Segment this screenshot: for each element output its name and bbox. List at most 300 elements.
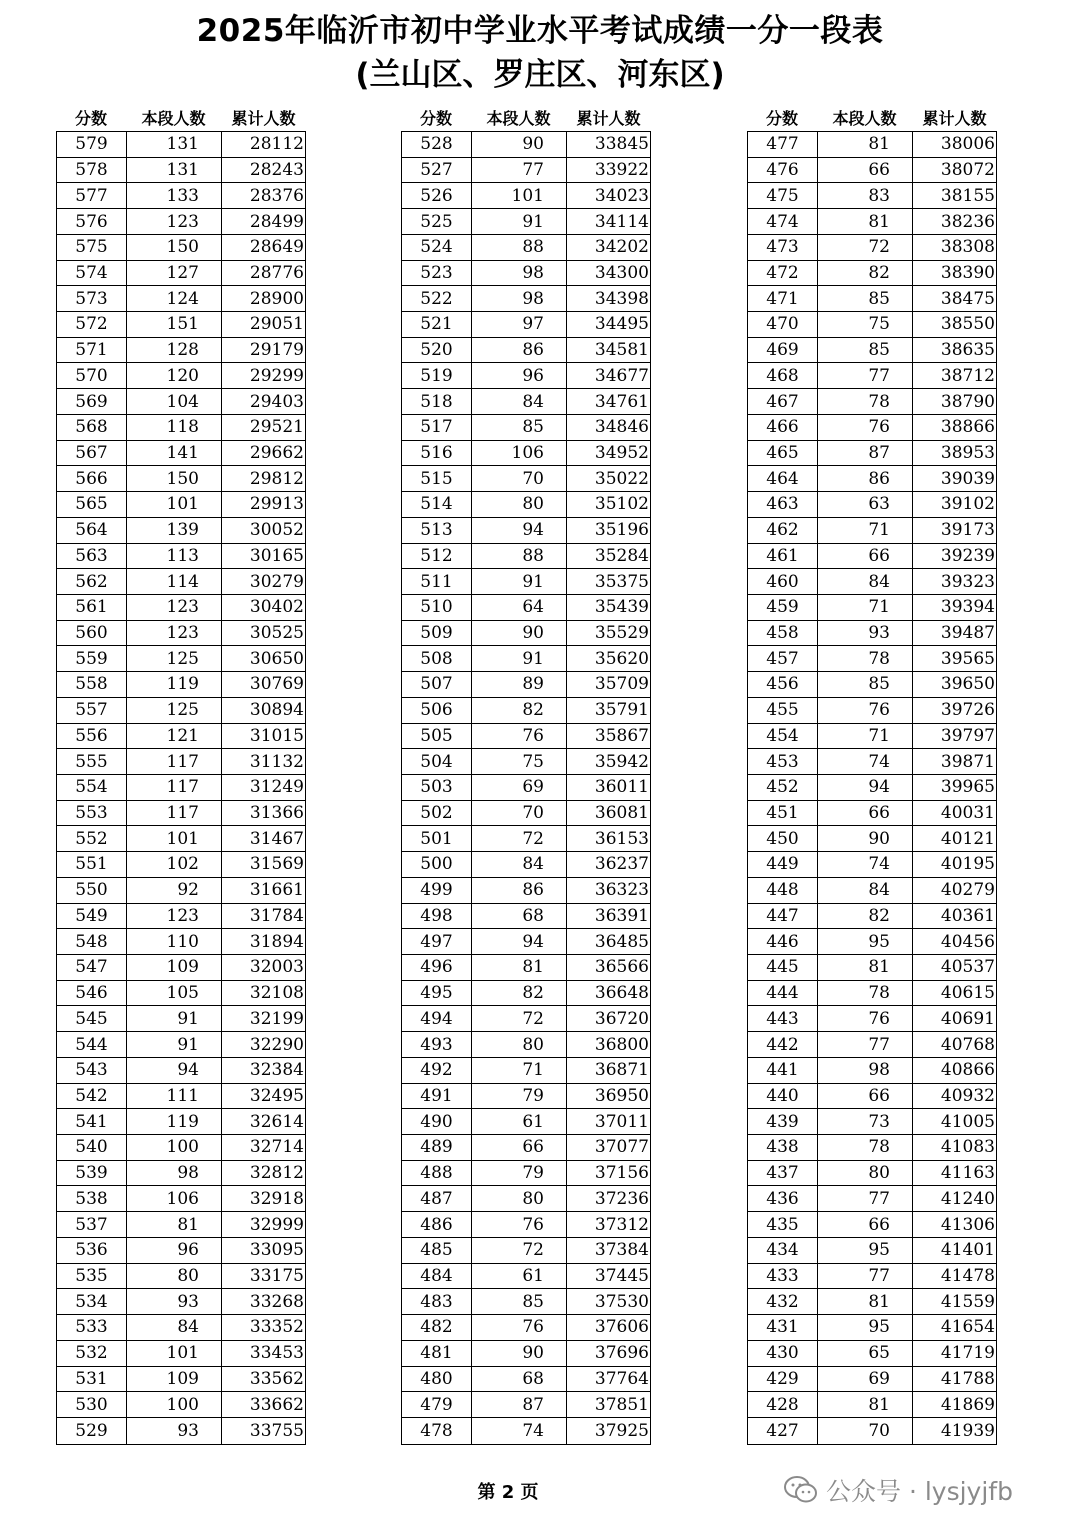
table-row <box>747 1392 997 1418</box>
score-cell: 463 <box>747 492 817 517</box>
score-cell: 477 <box>747 132 817 157</box>
table-row <box>747 646 997 672</box>
table-row <box>56 646 306 672</box>
score-cell: 529 <box>56 1418 126 1444</box>
cumulative-cell: 34023 <box>566 183 651 208</box>
table-row <box>747 904 997 930</box>
cumulative-cell: 35709 <box>566 672 651 697</box>
cumulative-cell: 32108 <box>221 981 306 1006</box>
score-cell: 525 <box>401 209 471 234</box>
count-cell: 78 <box>817 1135 912 1160</box>
count-cell: 81 <box>817 132 912 157</box>
score-cell: 540 <box>56 1135 126 1160</box>
count-cell: 88 <box>471 235 566 260</box>
cumulative-cell: 38072 <box>912 158 997 183</box>
table-row <box>401 724 651 750</box>
count-cell: 77 <box>817 363 912 388</box>
score-cell: 492 <box>401 1058 471 1083</box>
score-cell: 501 <box>401 826 471 851</box>
score-cell: 491 <box>401 1084 471 1109</box>
score-cell: 484 <box>401 1264 471 1289</box>
cumulative-cell: 40361 <box>912 904 997 929</box>
score-cell: 437 <box>747 1161 817 1186</box>
table-row <box>747 1367 997 1393</box>
score-cell: 444 <box>747 981 817 1006</box>
count-cell: 96 <box>471 363 566 388</box>
cumulative-cell: 35375 <box>566 569 651 594</box>
score-cell: 467 <box>747 389 817 414</box>
cumulative-cell: 39565 <box>912 646 997 671</box>
score-cell: 556 <box>56 724 126 749</box>
count-cell: 70 <box>817 1418 912 1444</box>
cumulative-cell: 36391 <box>566 904 651 929</box>
table-row <box>401 518 651 544</box>
cumulative-cell: 41478 <box>912 1264 997 1289</box>
count-cell: 113 <box>126 544 221 569</box>
table-header <box>56 104 306 131</box>
table-row <box>747 183 997 209</box>
count-cell: 66 <box>817 1084 912 1109</box>
cumulative-cell: 37764 <box>566 1367 651 1392</box>
table-row <box>401 698 651 724</box>
count-cell: 82 <box>471 981 566 1006</box>
cumulative-cell: 36950 <box>566 1084 651 1109</box>
header-cumulative: 累计人数 <box>922 109 987 128</box>
table-row <box>401 158 651 184</box>
table-row <box>401 415 651 441</box>
score-cell: 459 <box>747 595 817 620</box>
count-cell: 70 <box>471 466 566 491</box>
table-row <box>56 441 306 467</box>
cumulative-cell: 33755 <box>221 1418 306 1444</box>
count-cell: 72 <box>817 235 912 260</box>
table-row <box>56 492 306 518</box>
score-cell: 576 <box>56 209 126 234</box>
cumulative-cell: 35867 <box>566 724 651 749</box>
table-row <box>401 1264 651 1290</box>
count-cell: 80 <box>471 1186 566 1211</box>
score-cell: 559 <box>56 646 126 671</box>
cumulative-cell: 31132 <box>221 749 306 774</box>
cumulative-cell: 28243 <box>221 158 306 183</box>
score-cell: 570 <box>56 363 126 388</box>
table-row <box>56 183 306 209</box>
count-cell: 91 <box>471 569 566 594</box>
count-cell: 106 <box>126 1186 221 1211</box>
cumulative-cell: 30165 <box>221 544 306 569</box>
score-cell: 465 <box>747 441 817 466</box>
score-cell: 427 <box>747 1418 817 1444</box>
score-cell: 552 <box>56 826 126 851</box>
count-cell: 73 <box>817 1109 912 1134</box>
count-cell: 80 <box>471 492 566 517</box>
count-cell: 68 <box>471 904 566 929</box>
table-row <box>401 595 651 621</box>
score-cell: 466 <box>747 415 817 440</box>
table-row <box>401 801 651 827</box>
table-header <box>401 104 651 131</box>
cumulative-cell: 38308 <box>912 235 997 260</box>
count-cell: 125 <box>126 646 221 671</box>
table-row <box>56 466 306 492</box>
cumulative-cell: 32384 <box>221 1058 306 1083</box>
table-row <box>56 1418 306 1444</box>
cumulative-cell: 40279 <box>912 878 997 903</box>
score-cell: 577 <box>56 183 126 208</box>
score-cell: 539 <box>56 1161 126 1186</box>
cumulative-cell: 35284 <box>566 544 651 569</box>
score-cell: 485 <box>401 1238 471 1263</box>
count-cell: 66 <box>471 1135 566 1160</box>
table-row <box>747 724 997 750</box>
table-row <box>401 672 651 698</box>
cumulative-cell: 37156 <box>566 1161 651 1186</box>
table-row <box>747 312 997 338</box>
cumulative-cell: 33352 <box>221 1315 306 1340</box>
cumulative-cell: 36566 <box>566 955 651 980</box>
table-row <box>401 1392 651 1418</box>
table-row <box>747 1058 997 1084</box>
table-row <box>56 1315 306 1341</box>
cumulative-cell: 39797 <box>912 724 997 749</box>
score-cell: 476 <box>747 158 817 183</box>
cumulative-cell: 38866 <box>912 415 997 440</box>
count-cell: 141 <box>126 441 221 466</box>
count-cell: 90 <box>817 826 912 851</box>
count-cell: 77 <box>471 158 566 183</box>
table-row <box>747 1264 997 1290</box>
table-row <box>747 544 997 570</box>
score-cell: 518 <box>401 389 471 414</box>
score-cell: 515 <box>401 466 471 491</box>
table-row <box>401 749 651 775</box>
cumulative-cell: 35022 <box>566 466 651 491</box>
score-cell: 562 <box>56 569 126 594</box>
cumulative-cell: 41163 <box>912 1161 997 1186</box>
score-cell: 561 <box>56 595 126 620</box>
table-row <box>401 1212 651 1238</box>
cumulative-cell: 39871 <box>912 749 997 774</box>
score-cell: 560 <box>56 621 126 646</box>
count-cell: 86 <box>817 466 912 491</box>
score-cell: 429 <box>747 1367 817 1392</box>
cumulative-cell: 29403 <box>221 389 306 414</box>
header-cumulative: 累计人数 <box>231 109 296 128</box>
table-row <box>56 1367 306 1393</box>
count-cell: 77 <box>817 1186 912 1211</box>
table-body <box>56 131 306 1445</box>
score-cell: 455 <box>747 698 817 723</box>
cumulative-cell: 34677 <box>566 363 651 388</box>
count-cell: 82 <box>471 698 566 723</box>
count-cell: 71 <box>817 518 912 543</box>
table-row <box>56 132 306 158</box>
cumulative-cell: 34114 <box>566 209 651 234</box>
count-cell: 109 <box>126 1367 221 1392</box>
cumulative-cell: 36153 <box>566 826 651 851</box>
table-row <box>401 466 651 492</box>
table-row <box>56 569 306 595</box>
score-cell: 500 <box>401 852 471 877</box>
cumulative-cell: 39039 <box>912 466 997 491</box>
score-cell: 486 <box>401 1212 471 1237</box>
count-cell: 150 <box>126 466 221 491</box>
header-score: 分数 <box>419 109 452 128</box>
table-row <box>56 1058 306 1084</box>
table-row <box>747 132 997 158</box>
cumulative-cell: 41559 <box>912 1289 997 1314</box>
header-score: 分数 <box>765 109 798 128</box>
count-cell: 70 <box>471 801 566 826</box>
count-cell: 84 <box>471 852 566 877</box>
table-row <box>747 415 997 441</box>
score-cell: 548 <box>56 929 126 954</box>
score-cell: 494 <box>401 1006 471 1031</box>
cumulative-cell: 40866 <box>912 1058 997 1083</box>
cumulative-cell: 29051 <box>221 312 306 337</box>
cumulative-cell: 28112 <box>221 132 306 157</box>
count-cell: 79 <box>471 1084 566 1109</box>
table-row <box>56 1392 306 1418</box>
cumulative-cell: 40195 <box>912 852 997 877</box>
count-cell: 86 <box>471 878 566 903</box>
cumulative-cell: 31015 <box>221 724 306 749</box>
count-cell: 69 <box>471 775 566 800</box>
score-cell: 553 <box>56 801 126 826</box>
table-row <box>56 955 306 981</box>
table-row <box>56 1032 306 1058</box>
score-cell: 445 <box>747 955 817 980</box>
table-row <box>747 1109 997 1135</box>
cumulative-cell: 37925 <box>566 1418 651 1444</box>
count-cell: 84 <box>471 389 566 414</box>
count-cell: 93 <box>817 621 912 646</box>
cumulative-cell: 33845 <box>566 132 651 157</box>
score-cell: 510 <box>401 595 471 620</box>
cumulative-cell: 31894 <box>221 929 306 954</box>
score-cell: 520 <box>401 338 471 363</box>
count-cell: 123 <box>126 904 221 929</box>
cumulative-cell: 34300 <box>566 261 651 286</box>
score-table-column-1 <box>56 104 306 1445</box>
score-cell: 507 <box>401 672 471 697</box>
score-cell: 442 <box>747 1032 817 1057</box>
cumulative-cell: 36871 <box>566 1058 651 1083</box>
count-cell: 89 <box>471 672 566 697</box>
count-cell: 78 <box>817 981 912 1006</box>
count-cell: 106 <box>471 441 566 466</box>
score-cell: 499 <box>401 878 471 903</box>
table-row <box>401 312 651 338</box>
cumulative-cell: 30894 <box>221 698 306 723</box>
table-row <box>401 209 651 235</box>
count-cell: 121 <box>126 724 221 749</box>
table-row <box>747 929 997 955</box>
table-row <box>747 235 997 261</box>
table-row <box>747 1418 997 1444</box>
table-row <box>401 1341 651 1367</box>
count-cell: 139 <box>126 518 221 543</box>
cumulative-cell: 35942 <box>566 749 651 774</box>
count-cell: 75 <box>817 312 912 337</box>
table-row <box>56 749 306 775</box>
cumulative-cell: 32614 <box>221 1109 306 1134</box>
score-cell: 509 <box>401 621 471 646</box>
score-cell: 433 <box>747 1264 817 1289</box>
count-cell: 84 <box>817 569 912 594</box>
watermark <box>784 1472 1013 1508</box>
count-cell: 92 <box>126 878 221 903</box>
table-row <box>56 1135 306 1161</box>
count-cell: 114 <box>126 569 221 594</box>
cumulative-cell: 38953 <box>912 441 997 466</box>
cumulative-cell: 40768 <box>912 1032 997 1057</box>
table-row <box>747 852 997 878</box>
count-cell: 76 <box>817 415 912 440</box>
count-cell: 72 <box>471 1238 566 1263</box>
count-cell: 117 <box>126 801 221 826</box>
table-row <box>747 518 997 544</box>
table-row <box>747 389 997 415</box>
table-row <box>401 363 651 389</box>
count-cell: 94 <box>817 775 912 800</box>
table-row <box>56 544 306 570</box>
count-cell: 71 <box>471 1058 566 1083</box>
table-row <box>401 286 651 312</box>
cumulative-cell: 36081 <box>566 801 651 826</box>
cumulative-cell: 39965 <box>912 775 997 800</box>
count-cell: 81 <box>817 955 912 980</box>
cumulative-cell: 36800 <box>566 1032 651 1057</box>
table-row <box>401 852 651 878</box>
table-row <box>747 1135 997 1161</box>
score-cell: 440 <box>747 1084 817 1109</box>
score-cell: 534 <box>56 1289 126 1314</box>
table-row <box>401 1418 651 1444</box>
count-cell: 119 <box>126 1109 221 1134</box>
cumulative-cell: 35791 <box>566 698 651 723</box>
table-row <box>56 518 306 544</box>
score-cell: 470 <box>747 312 817 337</box>
score-cell: 564 <box>56 518 126 543</box>
table-row <box>56 672 306 698</box>
count-cell: 125 <box>126 698 221 723</box>
table-row <box>401 569 651 595</box>
table-row <box>747 1315 997 1341</box>
cumulative-cell: 39726 <box>912 698 997 723</box>
count-cell: 61 <box>471 1264 566 1289</box>
score-cell: 555 <box>56 749 126 774</box>
score-cell: 554 <box>56 775 126 800</box>
score-cell: 572 <box>56 312 126 337</box>
table-row <box>747 981 997 1007</box>
table-row <box>747 749 997 775</box>
score-cell: 563 <box>56 544 126 569</box>
cumulative-cell: 40121 <box>912 826 997 851</box>
score-cell: 482 <box>401 1315 471 1340</box>
cumulative-cell: 29299 <box>221 363 306 388</box>
table-row <box>56 698 306 724</box>
table-row <box>56 981 306 1007</box>
count-cell: 101 <box>126 1341 221 1366</box>
cumulative-cell: 31569 <box>221 852 306 877</box>
cumulative-cell: 32918 <box>221 1186 306 1211</box>
count-cell: 94 <box>471 518 566 543</box>
header-count: 本段人数 <box>486 109 551 128</box>
table-row <box>56 1341 306 1367</box>
table-row <box>747 1289 997 1315</box>
score-cell: 535 <box>56 1264 126 1289</box>
table-row <box>401 1032 651 1058</box>
count-cell: 91 <box>126 1032 221 1057</box>
count-cell: 95 <box>817 1238 912 1263</box>
table-row <box>747 569 997 595</box>
count-cell: 94 <box>126 1058 221 1083</box>
cumulative-cell: 31249 <box>221 775 306 800</box>
score-cell: 526 <box>401 183 471 208</box>
cumulative-cell: 36011 <box>566 775 651 800</box>
count-cell: 76 <box>817 698 912 723</box>
score-cell: 541 <box>56 1109 126 1134</box>
table-row <box>401 981 651 1007</box>
table-row <box>401 775 651 801</box>
count-cell: 90 <box>471 132 566 157</box>
count-cell: 85 <box>817 338 912 363</box>
score-cell: 575 <box>56 235 126 260</box>
count-cell: 95 <box>817 1315 912 1340</box>
score-cell: 452 <box>747 775 817 800</box>
score-cell: 514 <box>401 492 471 517</box>
cumulative-cell: 38790 <box>912 389 997 414</box>
table-row <box>56 878 306 904</box>
table-row <box>747 1212 997 1238</box>
page-title: 2025年临沂市初中学业水平考试成绩一分一段表 <box>196 13 884 49</box>
count-cell: 91 <box>471 209 566 234</box>
count-cell: 110 <box>126 929 221 954</box>
table-row <box>56 775 306 801</box>
score-cell: 573 <box>56 286 126 311</box>
count-cell: 81 <box>817 209 912 234</box>
cumulative-cell: 29179 <box>221 338 306 363</box>
count-cell: 123 <box>126 595 221 620</box>
count-cell: 105 <box>126 981 221 1006</box>
table-row <box>56 235 306 261</box>
count-cell: 101 <box>126 492 221 517</box>
score-cell: 505 <box>401 724 471 749</box>
count-cell: 93 <box>126 1418 221 1444</box>
table-row <box>56 286 306 312</box>
score-cell: 557 <box>56 698 126 723</box>
score-cell: 473 <box>747 235 817 260</box>
table-row <box>747 1006 997 1032</box>
table-row <box>747 1186 997 1212</box>
count-cell: 131 <box>126 158 221 183</box>
count-cell: 101 <box>471 183 566 208</box>
cumulative-cell: 30279 <box>221 569 306 594</box>
count-cell: 131 <box>126 132 221 157</box>
table-row <box>56 595 306 621</box>
score-cell: 546 <box>56 981 126 1006</box>
cumulative-cell: 39239 <box>912 544 997 569</box>
count-cell: 85 <box>471 415 566 440</box>
cumulative-cell: 41240 <box>912 1186 997 1211</box>
table-row <box>747 1341 997 1367</box>
count-cell: 85 <box>817 286 912 311</box>
table-row <box>401 1135 651 1161</box>
count-cell: 120 <box>126 363 221 388</box>
table-row <box>747 1032 997 1058</box>
cumulative-cell: 29913 <box>221 492 306 517</box>
